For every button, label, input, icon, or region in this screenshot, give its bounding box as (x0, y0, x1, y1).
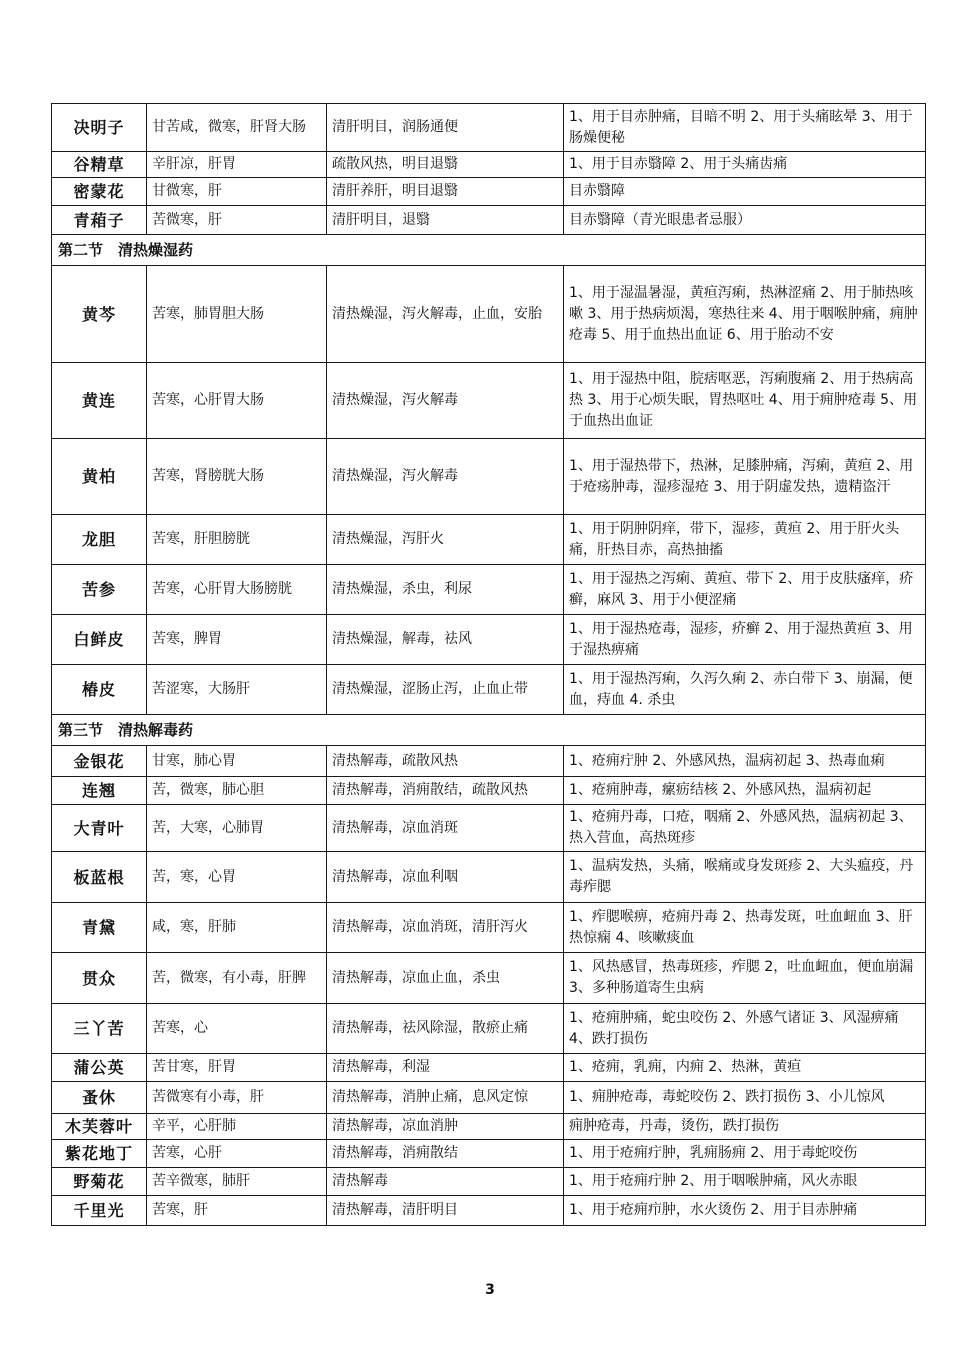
table-row (52, 1082, 926, 1114)
nature-meridian-cell: 苦甘寒，肝胃 (147, 1054, 327, 1082)
herb-name-cell: 板蓝根 (52, 852, 147, 903)
effect-cell: 清热解毒，凉血止血，杀虫 (327, 953, 564, 1004)
indication-cell: 1、疮痈疔肿 2、外感风热，温病初起 3、热毒血痢 (564, 746, 926, 777)
herb-name-cell: 谷精草 (52, 152, 147, 178)
effect-cell: 清热燥湿，涩肠止泻，止血止带 (327, 665, 564, 715)
nature-meridian-cell: 苦辛微寒，肺肝 (147, 1168, 327, 1196)
nature-meridian-cell: 苦寒，肾膀胱大肠 (147, 439, 327, 515)
nature-meridian-cell: 苦，寒，心胃 (147, 852, 327, 903)
indication-cell: 1、用于目赤肿痛，目暗不明 2、用于头痛眩晕 3、用于肠燥便秘 (564, 104, 926, 152)
herb-name-cell: 金银花 (52, 746, 147, 777)
table-row (52, 1196, 926, 1226)
herb-name-cell: 连翘 (52, 777, 147, 805)
nature-meridian-cell: 辛平，心肝肺 (147, 1114, 327, 1140)
nature-meridian-cell: 苦微寒有小毒，肝 (147, 1082, 327, 1114)
effect-cell: 清热燥湿，泻火解毒，止血，安胎 (327, 266, 564, 363)
effect-cell: 清热解毒，清肝明目 (327, 1196, 564, 1226)
indication-cell: 1、疮痈肿毒，瘰疬结核 2、外感风热，温病初起 (564, 777, 926, 805)
effect-cell: 清热解毒，消痈散结 (327, 1140, 564, 1168)
section-header-row (52, 715, 926, 746)
nature-meridian-cell: 苦寒，肝胆膀胱 (147, 515, 327, 565)
effect-cell: 清肝明目，润肠通便 (327, 104, 564, 152)
table-row (52, 665, 926, 715)
effect-cell: 清热解毒，消痈散结，疏散风热 (327, 777, 564, 805)
effect-cell: 清热燥湿，解毒，祛风 (327, 615, 564, 665)
table-row (52, 104, 926, 152)
table-row (52, 1004, 926, 1054)
table-row (52, 152, 926, 178)
effect-cell: 清热解毒，凉血消肿 (327, 1114, 564, 1140)
effect-cell: 清热解毒 (327, 1168, 564, 1196)
table-row (52, 1168, 926, 1196)
table-row (52, 852, 926, 903)
effect-cell: 清热燥湿，泻肝火 (327, 515, 564, 565)
effect-cell: 清热解毒，祛风除湿，散瘀止痛 (327, 1004, 564, 1054)
table-row (52, 805, 926, 852)
indication-cell: 1、用于疮痈疔肿，乳痈肠痈 2、用于毒蛇咬伤 (564, 1140, 926, 1168)
herb-name-cell: 大青叶 (52, 805, 147, 852)
nature-meridian-cell: 苦寒，心肝胃大肠 (147, 363, 327, 439)
herb-name-cell: 椿皮 (52, 665, 147, 715)
indication-cell: 1、用于湿热疮毒，湿疹，疥癣 2、用于湿热黄疸 3、用于湿热痹痛 (564, 615, 926, 665)
table-row (52, 903, 926, 953)
nature-meridian-cell: 甘微寒，肝 (147, 178, 327, 206)
indication-cell: 1、风热感冒，热毒斑疹，痄腮 2，吐血衄血，便血崩漏 3、多种肠道寄生虫病 (564, 953, 926, 1004)
herb-name-cell: 白鲜皮 (52, 615, 147, 665)
table-row (52, 953, 926, 1004)
table-row (52, 615, 926, 665)
herb-name-cell: 紫花地丁 (52, 1140, 147, 1168)
nature-meridian-cell: 咸，寒，肝肺 (147, 903, 327, 953)
indication-cell: 1、疮痈，乳痈，内痈 2、热淋，黄疸 (564, 1054, 926, 1082)
herb-name-cell: 贯众 (52, 953, 147, 1004)
herb-name-cell: 千里光 (52, 1196, 147, 1226)
section-title: 第二节 清热燥湿药 (52, 235, 926, 266)
effect-cell: 疏散风热，明目退翳 (327, 152, 564, 178)
table-row (52, 1114, 926, 1140)
herb-name-cell: 野菊花 (52, 1168, 147, 1196)
herb-name-cell: 苦参 (52, 565, 147, 615)
effect-cell: 清热解毒，凉血利咽 (327, 852, 564, 903)
table-row (52, 746, 926, 777)
effect-cell: 清肝养肝，明目退翳 (327, 178, 564, 206)
herb-name-cell: 蚤休 (52, 1082, 147, 1114)
nature-meridian-cell: 苦寒，肝 (147, 1196, 327, 1226)
table-row (52, 1054, 926, 1082)
nature-meridian-cell: 甘苦咸，微寒，肝肾大肠 (147, 104, 327, 152)
herb-name-cell: 青葙子 (52, 206, 147, 235)
indication-cell: 1、用于疮痈疔肿 2、用于咽喉肿痛，风火赤眼 (564, 1168, 926, 1196)
indication-cell: 1、疮痈肿痛，蛇虫咬伤 2、外感气诸证 3、风湿痹痛 4、跌打损伤 (564, 1004, 926, 1054)
effect-cell: 清热解毒，疏散风热 (327, 746, 564, 777)
section-header-row (52, 235, 926, 266)
effect-cell: 清热解毒，利湿 (327, 1054, 564, 1082)
effect-cell: 清热解毒，消肿止痛，息风定惊 (327, 1082, 564, 1114)
herb-table-body (52, 104, 926, 1226)
herb-name-cell: 黄柏 (52, 439, 147, 515)
nature-meridian-cell: 苦寒，肺胃胆大肠 (147, 266, 327, 363)
nature-meridian-cell: 苦寒，心肝 (147, 1140, 327, 1168)
herb-name-cell: 木芙蓉叶 (52, 1114, 147, 1140)
indication-cell: 1、用于疮痈疖肿，水火烫伤 2、用于目赤肿痛 (564, 1196, 926, 1226)
effect-cell: 清热解毒，凉血消斑 (327, 805, 564, 852)
nature-meridian-cell: 苦涩寒，大肠肝 (147, 665, 327, 715)
nature-meridian-cell: 甘寒，肺心胃 (147, 746, 327, 777)
effect-cell: 清肝明目，退翳 (327, 206, 564, 235)
table-row (52, 178, 926, 206)
table-row (52, 1140, 926, 1168)
nature-meridian-cell: 苦微寒，肝 (147, 206, 327, 235)
indication-cell: 1、温病发热，头痛，喉痛或身发斑疹 2、大头瘟疫，丹毒痄腮 (564, 852, 926, 903)
indication-cell: 1、痄腮喉痹，疮痈丹毒 2、热毒发斑，吐血衄血 3、肝热惊痫 4、咳嗽痰血 (564, 903, 926, 953)
herb-name-cell: 三丫苦 (52, 1004, 147, 1054)
page-number: 3 (485, 1282, 495, 1298)
table-row (52, 565, 926, 615)
indication-cell: 1、用于湿热带下，热淋，足膝肿痛，泻痢，黄疸 2、用于疮疡肿毒，湿疹湿疮 3、用于阴虚发热，遗精盗汗 (564, 439, 926, 515)
table-row (52, 206, 926, 235)
indication-cell: 1、用于阴肿阴痒，带下，湿疹，黄疸 2、用于肝火头痛，肝热目赤，高热抽搐 (564, 515, 926, 565)
herb-name-cell: 黄连 (52, 363, 147, 439)
herb-table (51, 103, 926, 1226)
indication-cell: 1、用于湿热之泻痢、黄疸、带下 2、用于皮肤瘙痒，疥癣，麻风 3、用于小便涩痛 (564, 565, 926, 615)
indication-cell: 1、疮痈丹毒，口疮，咽痛 2、外感风热，温病初起 3、热入营血，高热斑疹 (564, 805, 926, 852)
indication-cell: 1、用于湿温暑湿，黄疸泻痢，热淋涩痛 2、用于肺热咳嗽 3、用于热病烦渴，寒热往来 4、用于咽喉肿痛，痈肿疮毒 5、用于血热出血证 6、用于胎动不安 (564, 266, 926, 363)
table-row (52, 515, 926, 565)
table-row (52, 777, 926, 805)
herb-name-cell: 密蒙花 (52, 178, 147, 206)
nature-meridian-cell: 苦寒，心 (147, 1004, 327, 1054)
indication-cell: 1、用于湿热中阻，脘痞呕恶，泻痢腹痛 2、用于热病高热 3、用于心烦失眠，胃热呕吐 4、用于痈肿疮毒 5、用于血热出血证 (564, 363, 926, 439)
section-title: 第三节 清热解毒药 (52, 715, 926, 746)
nature-meridian-cell: 苦，大寒，心肺胃 (147, 805, 327, 852)
effect-cell: 清热燥湿，泻火解毒 (327, 363, 564, 439)
nature-meridian-cell: 苦，微寒，有小毒，肝脾 (147, 953, 327, 1004)
herb-table-page (51, 103, 925, 1226)
indication-cell: 目赤翳障 (564, 178, 926, 206)
indication-cell: 痈肿疮毒，丹毒，烫伤，跌打损伤 (564, 1114, 926, 1140)
herb-name-cell: 青黛 (52, 903, 147, 953)
nature-meridian-cell: 苦，微寒，肺心胆 (147, 777, 327, 805)
indication-cell: 目赤翳障（青光眼患者忌服） (564, 206, 926, 235)
nature-meridian-cell: 辛肝凉，肝胃 (147, 152, 327, 178)
effect-cell: 清热解毒，凉血消斑，清肝泻火 (327, 903, 564, 953)
indication-cell: 1、用于湿热泻痢，久泻久痢 2、赤白带下 3、崩漏，便血，痔血 4. 杀虫 (564, 665, 926, 715)
nature-meridian-cell: 苦寒，心肝胃大肠膀胱 (147, 565, 327, 615)
indication-cell: 1、痈肿疮毒，毒蛇咬伤 2、跌打损伤 3、小儿惊风 (564, 1082, 926, 1114)
herb-name-cell: 决明子 (52, 104, 147, 152)
table-row (52, 439, 926, 515)
indication-cell: 1、用于目赤翳障 2、用于头痛齿痛 (564, 152, 926, 178)
effect-cell: 清热燥湿，杀虫，利尿 (327, 565, 564, 615)
herb-name-cell: 蒲公英 (52, 1054, 147, 1082)
herb-name-cell: 黄芩 (52, 266, 147, 363)
table-row (52, 363, 926, 439)
nature-meridian-cell: 苦寒，脾胃 (147, 615, 327, 665)
table-row (52, 266, 926, 363)
herb-name-cell: 龙胆 (52, 515, 147, 565)
effect-cell: 清热燥湿，泻火解毒 (327, 439, 564, 515)
